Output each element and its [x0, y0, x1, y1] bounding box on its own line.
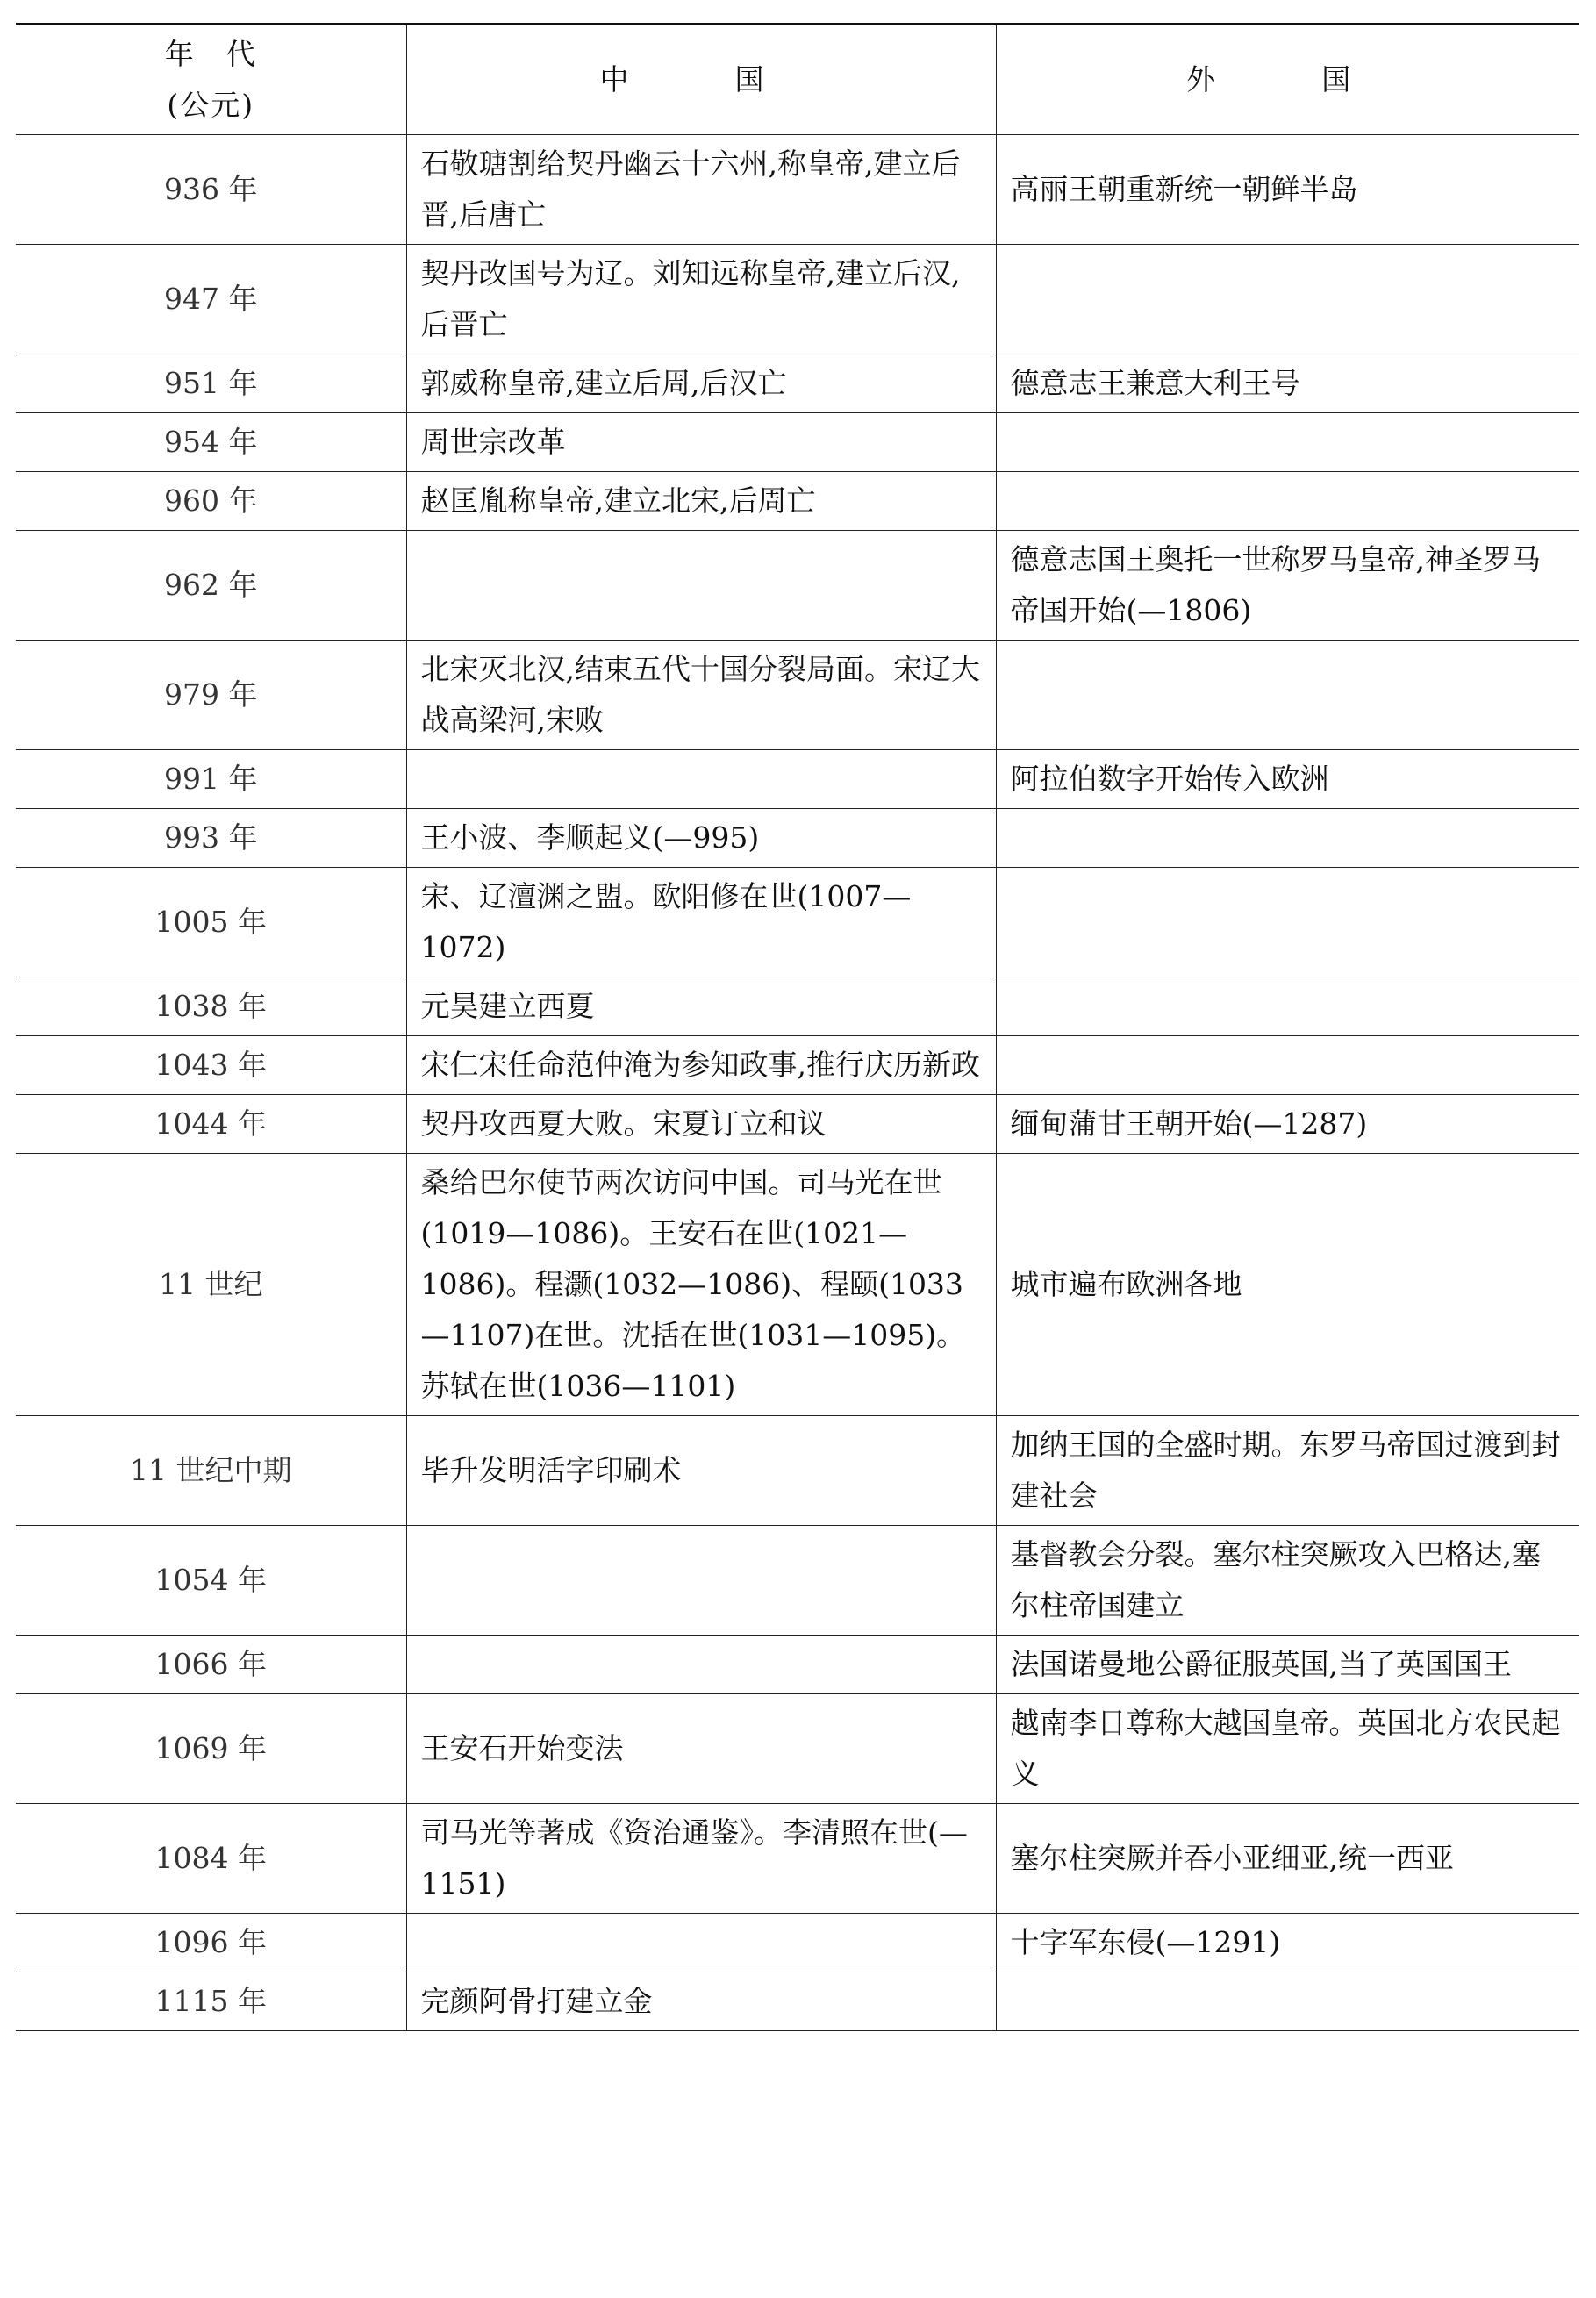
- table-row: [16, 641, 1579, 750]
- year-cell: 11 世纪中期: [16, 1416, 406, 1526]
- foreign-cell: [996, 1972, 1579, 2031]
- year-cell: 1005 年: [16, 868, 406, 977]
- year-cell: 991 年: [16, 750, 406, 809]
- table-row: [16, 1036, 1579, 1095]
- foreign-cell: 高丽王朝重新统一朝鲜半岛: [996, 135, 1579, 245]
- table-body: [16, 135, 1579, 2031]
- table-row: [16, 1416, 1579, 1526]
- header-year-label: 年 代: [164, 37, 257, 71]
- year-cell: 979 年: [16, 641, 406, 750]
- year-cell: 951 年: [16, 354, 406, 413]
- china-cell: 桑给巴尔使节两次访问中国。司马光在世(1019—1086)。王安石在世(1021—1086)。程灏(1032—1086)、程颐(1033—1107)在世。沈括在世(1031—1095)。苏轼在世(1036—1101): [406, 1154, 996, 1416]
- foreign-cell: 德意志国王奥托一世称罗马皇帝,神圣罗马帝国开始(—1806): [996, 531, 1579, 641]
- header-year-sub: (公元): [167, 88, 255, 122]
- table-row: [16, 1095, 1579, 1154]
- table-row: [16, 1636, 1579, 1694]
- year-cell: 1066 年: [16, 1636, 406, 1694]
- china-cell: 契丹改国号为辽。刘知远称皇帝,建立后汉,后晋亡: [406, 245, 996, 354]
- year-cell: 1084 年: [16, 1804, 406, 1914]
- foreign-cell: [996, 413, 1579, 472]
- year-cell: 1054 年: [16, 1526, 406, 1636]
- table-row: [16, 413, 1579, 472]
- table-row: [16, 1694, 1579, 1804]
- table-header: [16, 25, 1579, 135]
- foreign-cell: [996, 977, 1579, 1036]
- foreign-cell: 德意志王兼意大利王号: [996, 354, 1579, 413]
- table-row: [16, 1914, 1579, 1972]
- year-cell: 960 年: [16, 472, 406, 531]
- year-cell: 962 年: [16, 531, 406, 641]
- china-cell: 宋、辽澶渊之盟。欧阳修在世(1007—1072): [406, 868, 996, 977]
- foreign-cell: 塞尔柱突厥并吞小亚细亚,统一西亚: [996, 1804, 1579, 1914]
- table-row: [16, 531, 1579, 641]
- china-cell: 王小波、李顺起义(—995): [406, 809, 996, 868]
- china-cell: 完颜阿骨打建立金: [406, 1972, 996, 2031]
- china-cell: 赵匡胤称皇帝,建立北宋,后周亡: [406, 472, 996, 531]
- year-cell: 11 世纪: [16, 1154, 406, 1416]
- table-row: [16, 472, 1579, 531]
- china-cell: 元昊建立西夏: [406, 977, 996, 1036]
- china-cell: [406, 750, 996, 809]
- foreign-cell: [996, 245, 1579, 354]
- year-cell: 1044 年: [16, 1095, 406, 1154]
- china-cell: 宋仁宋任命范仲淹为参知政事,推行庆历新政: [406, 1036, 996, 1095]
- table-row: [16, 1972, 1579, 2031]
- year-cell: 947 年: [16, 245, 406, 354]
- year-cell: 1043 年: [16, 1036, 406, 1095]
- foreign-cell: [996, 472, 1579, 531]
- china-cell: 北宋灭北汉,结束五代十国分裂局面。宋辽大战高梁河,宋败: [406, 641, 996, 750]
- foreign-cell: 阿拉伯数字开始传入欧洲: [996, 750, 1579, 809]
- china-cell: 周世宗改革: [406, 413, 996, 472]
- year-cell: 1096 年: [16, 1914, 406, 1972]
- table-row: [16, 868, 1579, 977]
- header-foreign: 外 国: [996, 25, 1579, 135]
- china-cell: [406, 531, 996, 641]
- table-row: [16, 135, 1579, 245]
- foreign-cell: 越南李日尊称大越国皇帝。英国北方农民起义: [996, 1694, 1579, 1804]
- year-cell: 1038 年: [16, 977, 406, 1036]
- table-row: [16, 809, 1579, 868]
- table-row: [16, 354, 1579, 413]
- foreign-cell: [996, 868, 1579, 977]
- header-china: 中 国: [406, 25, 996, 135]
- foreign-cell: [996, 641, 1579, 750]
- foreign-cell: 十字军东侵(—1291): [996, 1914, 1579, 1972]
- year-cell: 954 年: [16, 413, 406, 472]
- table-row: [16, 1804, 1579, 1914]
- foreign-cell: 基督教会分裂。塞尔柱突厥攻入巴格达,塞尔柱帝国建立: [996, 1526, 1579, 1636]
- china-cell: 郭威称皇帝,建立后周,后汉亡: [406, 354, 996, 413]
- header-year: [16, 25, 406, 135]
- table-row: [16, 750, 1579, 809]
- foreign-cell: [996, 809, 1579, 868]
- foreign-cell: 法国诺曼地公爵征服英国,当了英国国王: [996, 1636, 1579, 1694]
- table-row: [16, 1154, 1579, 1416]
- year-cell: 993 年: [16, 809, 406, 868]
- table-row: [16, 977, 1579, 1036]
- foreign-cell: [996, 1036, 1579, 1095]
- china-cell: 司马光等著成《资治通鉴》。李清照在世(—1151): [406, 1804, 996, 1914]
- china-cell: [406, 1636, 996, 1694]
- china-cell: [406, 1526, 996, 1636]
- table-row: [16, 245, 1579, 354]
- china-cell: 石敬瑭割给契丹幽云十六州,称皇帝,建立后晋,后唐亡: [406, 135, 996, 245]
- year-cell: 936 年: [16, 135, 406, 245]
- year-cell: 1115 年: [16, 1972, 406, 2031]
- china-cell: 毕升发明活字印刷术: [406, 1416, 996, 1526]
- china-cell: 王安石开始变法: [406, 1694, 996, 1804]
- foreign-cell: 缅甸蒲甘王朝开始(—1287): [996, 1095, 1579, 1154]
- chronology-table: [16, 25, 1579, 2031]
- foreign-cell: 城市遍布欧洲各地: [996, 1154, 1579, 1416]
- year-cell: 1069 年: [16, 1694, 406, 1804]
- table-row: [16, 1526, 1579, 1636]
- foreign-cell: 加纳王国的全盛时期。东罗马帝国过渡到封建社会: [996, 1416, 1579, 1526]
- china-cell: [406, 1914, 996, 1972]
- china-cell: 契丹攻西夏大败。宋夏订立和议: [406, 1095, 996, 1154]
